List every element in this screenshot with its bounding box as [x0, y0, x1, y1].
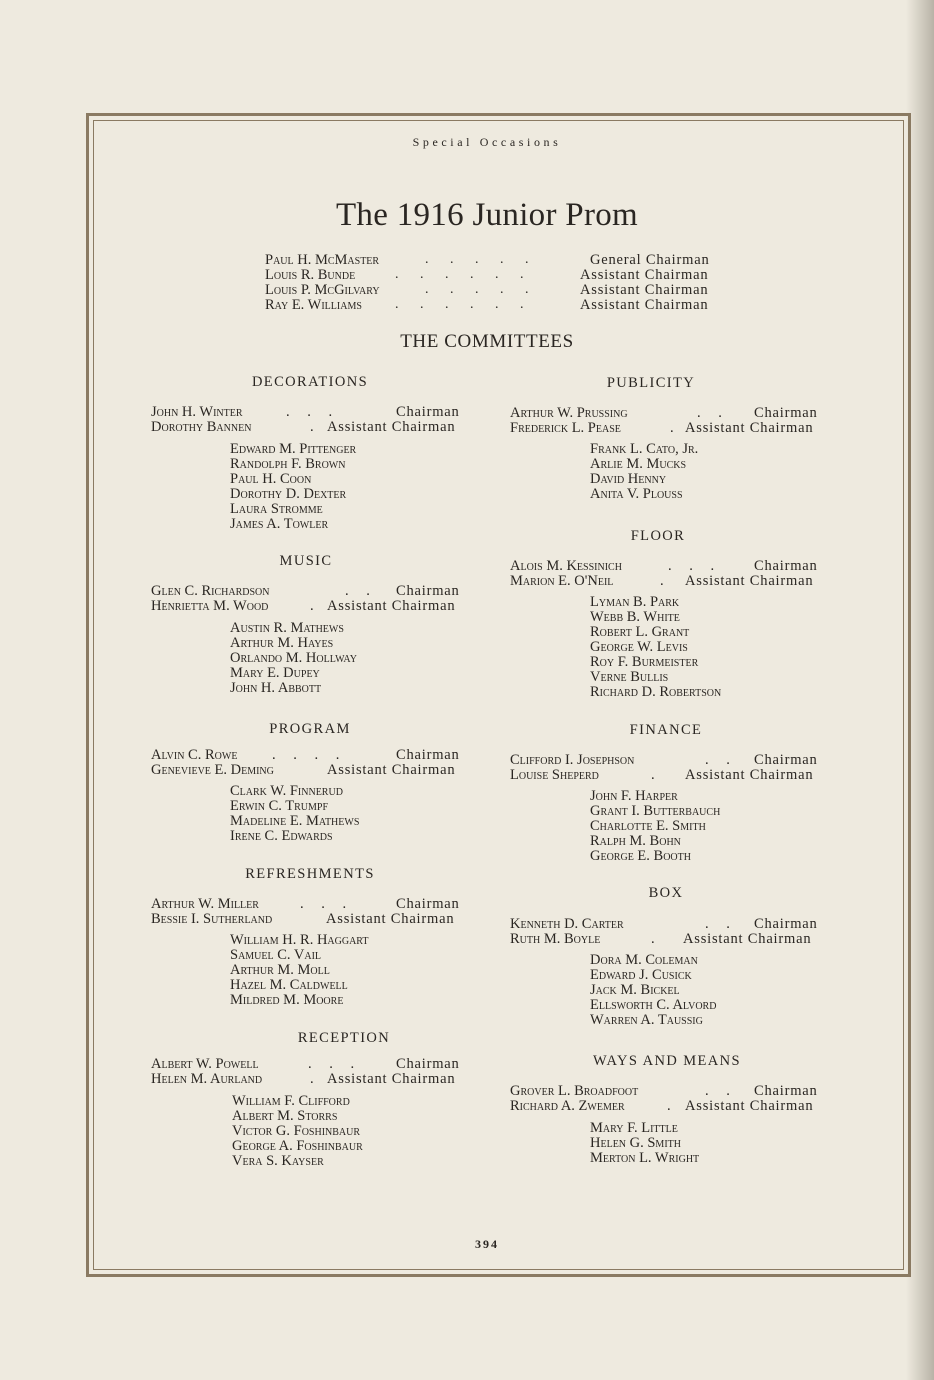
chair-name: Arthur W. Miller — [151, 896, 259, 912]
member-name: Merton L. Wright — [590, 1150, 700, 1166]
member-name: Dora M. Coleman — [590, 952, 698, 968]
member-name: Lyman B. Park — [590, 594, 680, 610]
assistant-role: Assistant Chairman — [327, 1071, 456, 1087]
assistant-role: Assistant Chairman — [326, 911, 455, 927]
member-name: Paul H. Coon — [230, 471, 312, 487]
member-name: Ellsworth C. Alvord — [590, 997, 717, 1013]
committee-members-program — [230, 784, 359, 844]
leader-dots: . . — [705, 916, 737, 932]
member-name: Samuel C. Vail — [230, 947, 322, 963]
committee-members-floor — [590, 595, 721, 700]
committee-members-decorations — [230, 442, 356, 532]
page-title: The 1916 Junior Prom — [335, 197, 639, 233]
assistant-role: Assistant Chairman — [685, 1098, 814, 1114]
leader-dots: . — [651, 767, 662, 783]
committee-title-reception: RECEPTION — [297, 1030, 391, 1046]
chair-name: Albert W. Powell — [151, 1056, 259, 1072]
member-name: Hazel M. Caldwell — [230, 977, 348, 993]
committee-assistant-row — [151, 1071, 262, 1088]
committee-title-box: BOX — [648, 885, 684, 901]
assistant-name: Helen M. Aurland — [151, 1071, 263, 1087]
assistant-role: Assistant Chairman — [683, 931, 812, 947]
member-name: Mary F. Little — [590, 1120, 678, 1136]
chair-role: Chairman — [396, 404, 460, 420]
chair-role: Chairman — [754, 752, 818, 768]
member-name: William F. Clifford — [232, 1093, 350, 1109]
committee-title-ways-and-means: WAYS AND MEANS — [593, 1053, 741, 1069]
chair-name: Kenneth D. Carter — [510, 916, 624, 932]
leader-dots: . — [310, 598, 321, 614]
member-name: Arthur M. Hayes — [230, 635, 334, 651]
chair-role: Chairman — [754, 558, 818, 574]
leader-dots: . . . . — [272, 747, 347, 763]
leader-dots: . . . — [308, 1056, 362, 1072]
running-head: Special Occasions — [412, 135, 562, 149]
committee-title-program: PROGRAM — [269, 721, 351, 737]
member-name: Jack M. Bickel — [590, 982, 680, 998]
committee-members-finance — [590, 789, 720, 864]
member-name: Randolph F. Brown — [230, 456, 346, 472]
committee-assistant-row — [151, 911, 272, 928]
member-name: Edward M. Pittenger — [230, 441, 357, 457]
committee-assistant-row — [510, 1098, 625, 1115]
member-name: John H. Abbott — [230, 680, 322, 696]
leader-dots: . . — [697, 405, 729, 421]
leader-dots: . — [660, 573, 671, 589]
chair-name: John H. Winter — [151, 404, 243, 420]
committee-members-ways-and-means — [590, 1121, 699, 1166]
chair-name: Arthur W. Prussing — [510, 405, 628, 421]
member-name: Ralph M. Bohn — [590, 833, 681, 849]
officer-role: Assistant Chairman — [580, 282, 709, 298]
leader-dots: . . — [705, 1083, 737, 1099]
leader-dots: . — [651, 931, 662, 947]
committees-heading: THE COMMITTEES — [400, 331, 574, 352]
member-name: Edward J. Cusick — [590, 967, 692, 983]
member-name: George W. Levis — [590, 639, 688, 655]
leader-dots: . . — [345, 583, 377, 599]
committee-title-publicity: PUBLICITY — [606, 375, 696, 391]
officer-name: Louis R. Bunde — [265, 267, 356, 283]
page-number: 394 — [475, 1237, 499, 1251]
member-name: Grant I. Butterbauch — [590, 803, 721, 819]
member-name: David Henny — [590, 471, 667, 487]
member-name: Warren A. Taussig — [590, 1012, 703, 1028]
member-name: Helen G. Smith — [590, 1135, 681, 1151]
member-name: Mildred M. Moore — [230, 992, 344, 1008]
committee-assistant-row — [510, 573, 613, 590]
officer-name: Louis P. McGilvary — [265, 282, 380, 298]
leader-dots: . — [310, 1071, 321, 1087]
chair-role: Chairman — [754, 405, 818, 421]
committee-title-finance: FINANCE — [629, 722, 703, 738]
committee-assistant-row — [151, 419, 251, 436]
member-name: Laura Stromme — [230, 501, 323, 517]
chair-name: Clifford I. Josephson — [510, 752, 635, 768]
chair-role: Chairman — [396, 747, 460, 763]
member-name: Frank L. Cato, Jr. — [590, 441, 699, 457]
member-name: Clark W. Finnerud — [230, 783, 343, 799]
committee-assistant-row — [151, 598, 268, 615]
member-name: Orlando M. Hollway — [230, 650, 357, 666]
chair-role: Chairman — [396, 583, 460, 599]
chair-name: Alvin C. Rowe — [151, 747, 238, 763]
member-name: Richard D. Robertson — [590, 684, 722, 700]
assistant-name: Ruth M. Boyle — [510, 931, 601, 947]
member-name: Dorothy D. Dexter — [230, 486, 347, 502]
assistant-role: Assistant Chairman — [685, 767, 814, 783]
member-name: Victor G. Foshinbaur — [232, 1123, 361, 1139]
member-name: John F. Harper — [590, 788, 678, 804]
member-name: George A. Foshinbaur — [232, 1138, 363, 1154]
officer-leader: . . . . . . — [395, 267, 533, 282]
member-name: Erwin C. Trumpf — [230, 798, 329, 814]
chair-role: Chairman — [396, 1056, 460, 1072]
assistant-name: Henrietta M. Wood — [151, 598, 269, 614]
member-name: William H. R. Haggart — [230, 932, 369, 948]
member-name: Arlie M. Mucks — [590, 456, 687, 472]
leader-dots: . . . — [300, 896, 354, 912]
leader-dots: . . — [705, 752, 737, 768]
member-name: Verne Bullis — [590, 669, 669, 685]
chair-role: Chairman — [754, 916, 818, 932]
assistant-role: Assistant Chairman — [685, 573, 814, 589]
committee-members-box — [590, 953, 716, 1028]
assistant-role: Assistant Chairman — [327, 762, 456, 778]
committee-title-floor: FLOOR — [630, 528, 686, 544]
committee-title-music: MUSIC — [279, 553, 333, 569]
leader-dots: . — [310, 419, 321, 435]
leader-dots: . — [670, 420, 681, 436]
member-name: Vera S. Kayser — [232, 1153, 324, 1169]
officer-role: Assistant Chairman — [580, 297, 709, 313]
member-name: Roy F. Burmeister — [590, 654, 699, 670]
officer-role: Assistant Chairman — [580, 267, 709, 283]
leader-dots: . . . — [286, 404, 340, 420]
leader-dots: . . . — [668, 558, 722, 574]
committee-title-refreshments: REFRESHMENTS — [245, 866, 375, 882]
committee-members-music — [230, 621, 357, 696]
officer-leader: . . . . . — [425, 252, 538, 267]
member-name: Mary E. Dupey — [230, 665, 320, 681]
chair-name: Glen C. Richardson — [151, 583, 270, 599]
member-name: Austin R. Mathews — [230, 620, 344, 636]
officer-role: General Chairman — [590, 252, 710, 268]
member-name: Webb B. White — [590, 609, 680, 625]
member-name: Irene C. Edwards — [230, 828, 333, 844]
member-name: Madeline E. Mathews — [230, 813, 360, 829]
assistant-role: Assistant Chairman — [327, 419, 456, 435]
leader-dots: . — [667, 1098, 678, 1114]
assistant-name: Richard A. Zwemer — [510, 1098, 625, 1114]
member-name: Robert L. Grant — [590, 624, 690, 640]
member-name: Anita V. Plouss — [590, 486, 683, 502]
assistant-name: Bessie I. Sutherland — [151, 911, 273, 927]
officer-leader: . . . . . — [425, 282, 538, 297]
chair-name: Alois M. Kessinich — [510, 558, 622, 574]
chair-role: Chairman — [396, 896, 460, 912]
officer-leader: . . . . . . — [395, 297, 533, 312]
chair-role: Chairman — [754, 1083, 818, 1099]
committee-assistant-row — [151, 762, 274, 779]
committee-assistant-row — [510, 420, 621, 437]
assistant-name: Marion E. O'Neil — [510, 573, 614, 589]
committee-title-decorations: DECORATIONS — [251, 374, 369, 390]
member-name: Arthur M. Moll — [230, 962, 330, 978]
assistant-name: Frederick L. Pease — [510, 420, 621, 436]
committee-assistant-row — [510, 931, 600, 948]
assistant-name: Louise Sheperd — [510, 767, 599, 783]
committee-assistant-row — [510, 767, 599, 784]
member-name: Albert M. Storrs — [232, 1108, 338, 1124]
member-name: Charlotte E. Smith — [590, 818, 706, 834]
member-name: James A. Towler — [230, 516, 329, 532]
assistant-name: Dorothy Bannen — [151, 419, 252, 435]
committee-members-refreshments — [230, 933, 368, 1008]
assistant-role: Assistant Chairman — [685, 420, 814, 436]
officer-name: Paul H. McMaster — [265, 252, 380, 268]
assistant-name: Genevieve E. Deming — [151, 762, 274, 778]
member-name: George E. Booth — [590, 848, 691, 864]
committee-members-publicity — [590, 442, 698, 502]
officer-name: Ray E. Williams — [265, 297, 362, 313]
assistant-role: Assistant Chairman — [327, 598, 456, 614]
chair-name: Grover L. Broadfoot — [510, 1083, 639, 1099]
committee-members-reception — [232, 1094, 363, 1169]
